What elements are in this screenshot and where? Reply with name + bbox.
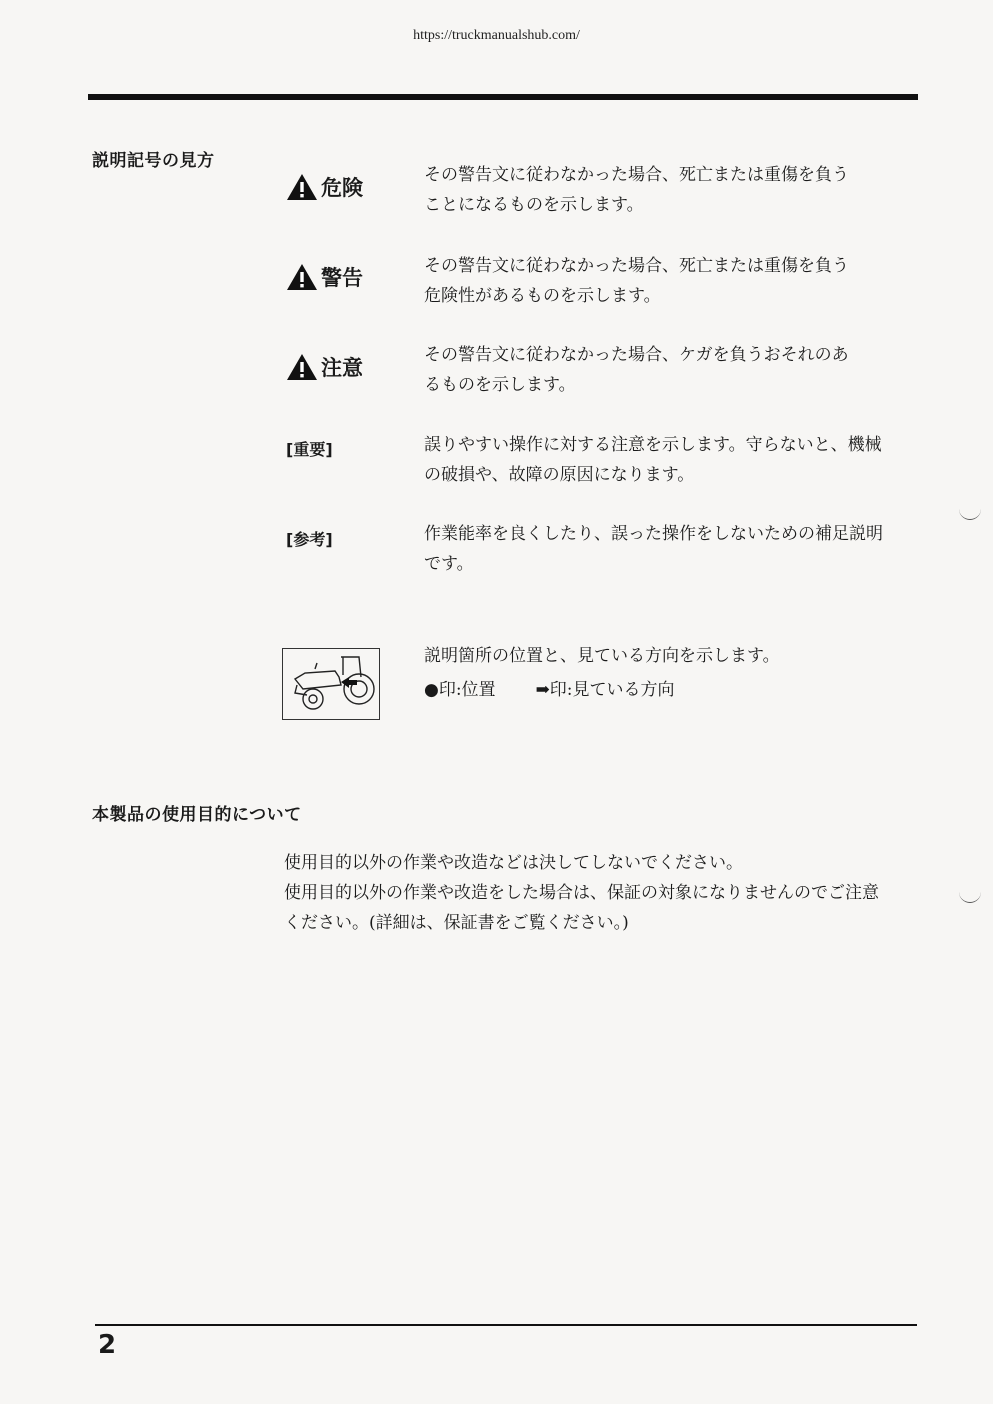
tractor-illustration xyxy=(282,648,380,720)
location-legend xyxy=(424,675,675,700)
caution-description xyxy=(424,340,918,400)
reference-label: [参考] xyxy=(286,530,333,549)
warning-label-text: 警告 xyxy=(321,266,363,290)
danger-label-text: 危険 xyxy=(321,176,363,200)
purpose-line: 使用目的以外の作業や改造をした場合は、保証の対象になりませんのでご注意 xyxy=(284,883,879,903)
top-rule xyxy=(88,94,918,100)
warning-triangle-icon xyxy=(286,353,318,381)
danger-description xyxy=(424,160,918,220)
important-description xyxy=(424,430,918,490)
description-line: 誤りやすい操作に対する注意を示します。守らないと、機械 xyxy=(424,435,882,455)
description-line: るものを示します。 xyxy=(424,375,576,395)
description-line: その警告文に従わなかった場合、死亡または重傷を負う xyxy=(424,256,849,276)
caution-label-text: 注意 xyxy=(321,356,363,380)
binding-mark xyxy=(959,505,981,520)
section-heading-symbols: 説明記号の見方 xyxy=(92,151,215,171)
dot-mark-legend: ●印:位置 xyxy=(424,680,496,700)
description-line: ことになるものを示します。 xyxy=(424,195,644,215)
warning-triangle-icon xyxy=(286,173,318,201)
caution-label xyxy=(286,352,363,382)
description-line: 説明箇所の位置と、見ている方向を示します。 xyxy=(424,646,780,666)
section-heading-purpose: 本製品の使用目的について xyxy=(92,805,302,825)
danger-label xyxy=(286,172,363,202)
description-line: 危険性があるものを示します。 xyxy=(424,286,661,306)
warning-triangle-icon xyxy=(286,263,318,291)
warning-description xyxy=(424,251,918,311)
page-number: 2 xyxy=(98,1330,117,1360)
bottom-rule xyxy=(95,1324,917,1326)
description-line: その警告文に従わなかった場合、ケガを負うおそれのあ xyxy=(424,345,849,365)
description-line: その警告文に従わなかった場合、死亡または重傷を負う xyxy=(424,165,849,185)
reference-description xyxy=(424,519,918,579)
purpose-text xyxy=(284,848,924,938)
source-url: https://truckmanualshub.com/ xyxy=(413,28,580,43)
tractor-icon xyxy=(283,649,379,719)
location-description xyxy=(424,641,918,671)
purpose-line: 使用目的以外の作業や改造などは決してしないでください。 xyxy=(284,853,743,873)
description-line: の破損や、故障の原因になります。 xyxy=(424,465,695,485)
warning-label xyxy=(286,262,363,292)
purpose-line: ください。(詳細は、保証書をご覧ください。) xyxy=(284,913,629,933)
binding-mark xyxy=(959,888,981,903)
description-line: 作業能率を良くしたり、誤った操作をしないための補足説明 xyxy=(424,524,883,544)
description-line: です。 xyxy=(424,554,474,574)
arrow-mark-legend: ➡印:見ている方向 xyxy=(535,680,675,700)
important-label: [重要] xyxy=(286,440,333,459)
